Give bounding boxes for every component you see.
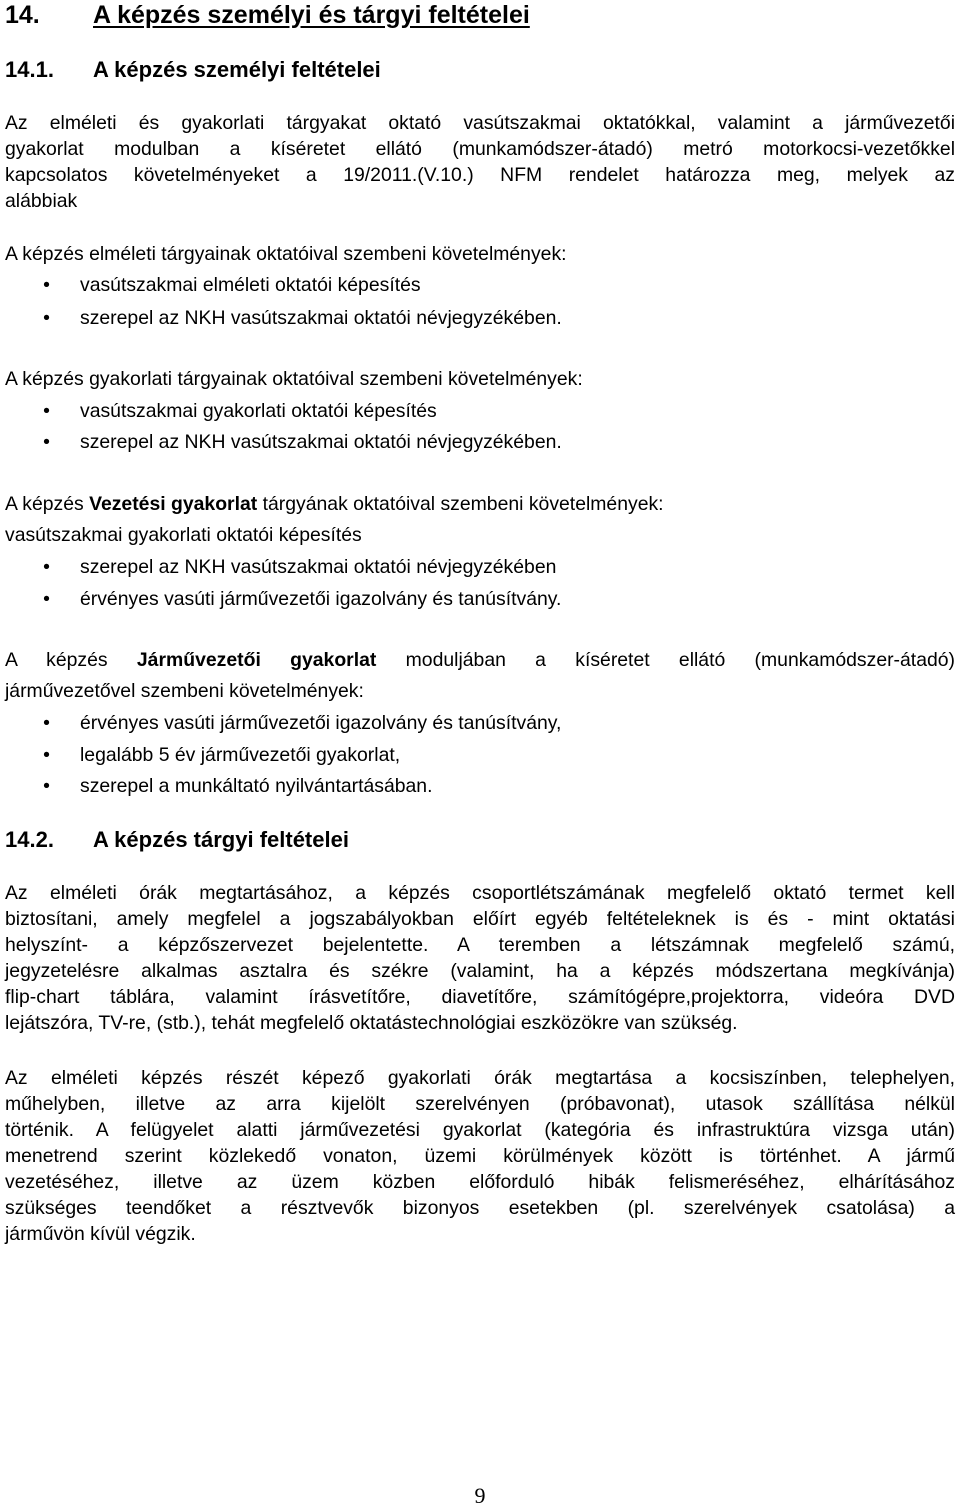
- bullet-item: [5, 305, 562, 331]
- bullet-text: érvényes vasúti járművezetői igazolvány és tanúsítvány.: [80, 588, 562, 610]
- text-line: járművön kívül végzik.: [5, 1223, 196, 1245]
- heading-14-title: A képzés személyi és tárgyi feltételei: [93, 1, 530, 29]
- bold-term: Járművezetői gyakorlat: [136, 649, 377, 671]
- text-line: szükséges teendőket a résztvevők bizonyos esetekben (pl. szerelvények csatolása) a: [5, 1197, 955, 1219]
- bullet-icon: •: [43, 775, 50, 797]
- practice-intro: A képzés gyakorlati tárgyainak oktatóival szembeni követelmények:: [5, 368, 583, 390]
- heading-14-1-number: 14.1.: [5, 57, 54, 82]
- paragraph-requirements-intro: [5, 110, 955, 214]
- vehicle-driver-requirements: járművezetővel szembeni követelmények:: [5, 680, 364, 702]
- bullet-icon: •: [43, 588, 50, 610]
- heading-14-2-number: 14.2.: [5, 827, 54, 852]
- bullet-item: [5, 586, 561, 612]
- text-line: jegyzetelésre alkalmas asztalra és székre (valamint, ha a képzés módszertana megkívánja): [5, 960, 955, 982]
- text-line: kapcsolatos követelményeket a 19/2011.(V.10.) NFM rendelet határozza meg, melyek az: [5, 164, 955, 186]
- text-line: menetrend szerint közlekedő vonaton, üzemi körülmények között is történhet. A jármű: [5, 1145, 955, 1167]
- bullet-item: [5, 710, 561, 736]
- bullet-text: legalább 5 év járművezetői gyakorlat,: [80, 744, 401, 766]
- bullet-icon: •: [43, 431, 50, 453]
- text-line: Az elméleti órák megtartásához, a képzés csoportlétszámának megfelelő oktató termet kell: [5, 882, 955, 904]
- driving-practice-intro: [5, 491, 664, 517]
- bullet-text: vasútszakmai gyakorlati oktatói képesítés: [80, 400, 437, 422]
- heading-14: [5, 0, 530, 30]
- driving-practice-qualification: vasútszakmai gyakorlati oktatói képesítés: [5, 524, 362, 546]
- text-line: Az elméleti képzés részét képező gyakorlati órák megtartása a kocsiszínben, telephelyen,: [5, 1067, 955, 1089]
- text-line: Az elméleti és gyakorlati tárgyakat oktató vasútszakmai oktatókkal, valamint a járművezetői: [5, 112, 955, 134]
- text-line: lejátszóra, TV-re, (stb.), tehát megfelelő oktatástechnológiai eszközökre van szükség.: [5, 1012, 738, 1034]
- heading-14-2-title: A képzés tárgyi feltételei: [93, 827, 349, 852]
- page-number: 9: [474, 1483, 486, 1508]
- bullet-text: szerepel az NKH vasútszakmai oktatói névjegyzékében.: [80, 431, 562, 453]
- bullet-item: [5, 742, 400, 768]
- vehicle-driver-intro: [5, 647, 955, 673]
- bullet-item: [5, 773, 432, 799]
- bullet-text: érvényes vasúti járművezetői igazolvány és tanúsítvány,: [80, 712, 562, 734]
- bullet-item: [5, 554, 556, 580]
- bullet-icon: •: [43, 744, 50, 766]
- bullet-item: [5, 272, 421, 298]
- bullet-icon: •: [43, 400, 50, 422]
- text-run: A képzés: [5, 649, 137, 671]
- text-run: moduljában a kíséretet ellátó (munkamódszer-átadó): [376, 649, 956, 671]
- bullet-item: [5, 429, 562, 455]
- heading-14-2: [5, 826, 349, 854]
- text-line: történik. A felügyelet alatti járművezetési gyakorlat (kategória és infrastruktúra vizsga után): [5, 1119, 955, 1141]
- bullet-text: vasútszakmai elméleti oktatói képesítés: [80, 274, 421, 296]
- text-line: gyakorlat modulban a kíséretet ellátó (munkamódszer-átadó) metró motorkocsi-vezetőkkel: [5, 138, 955, 160]
- text-line: biztosítani, amely megfelel a jogszabályokban előírt egyéb feltételeknek is és - mint oktatási: [5, 908, 955, 930]
- bullet-icon: •: [43, 307, 50, 329]
- bullet-icon: •: [43, 556, 50, 578]
- bullet-text: szerepel az NKH vasútszakmai oktatói névjegyzékében.: [80, 307, 562, 329]
- text-line: műhelyben, illetve az arra kijelölt szerelvényen (próbavonat), utasok szállítása nélkül: [5, 1093, 955, 1115]
- text-line: flip-chart táblára, valamint írásvetítőre, diavetítőre, számítógépre,projektorra, videóra DVD: [5, 986, 955, 1008]
- paragraph-material-conditions: [5, 880, 955, 1036]
- text-line: alábbiak: [5, 190, 78, 212]
- theory-intro: A képzés elméleti tárgyainak oktatóival szembeni követelmények:: [5, 243, 567, 265]
- text-line: helyszínt- a képzőszervezet bejelentette. A teremben a létszámnak megfelelő számú,: [5, 934, 955, 956]
- bold-term: Vezetési gyakorlat: [89, 493, 258, 515]
- text-line: vezetéséhez, illetve az üzem közben előforduló hibák felismeréséhez, elhárításához: [5, 1171, 955, 1193]
- heading-14-1: [5, 56, 381, 84]
- text-run: tárgyának oktatóival szembeni követelmények:: [257, 493, 664, 515]
- heading-14-number: 14.: [5, 1, 40, 29]
- bullet-item: [5, 398, 437, 424]
- paragraph-practical-training: [5, 1065, 955, 1247]
- text-run: A képzés: [5, 493, 90, 515]
- bullet-icon: •: [43, 274, 50, 296]
- heading-14-1-title: A képzés személyi feltételei: [93, 57, 381, 82]
- bullet-text: szerepel az NKH vasútszakmai oktatói névjegyzékében: [80, 556, 557, 578]
- bullet-text: szerepel a munkáltató nyilvántartásában.: [80, 775, 433, 797]
- bullet-icon: •: [43, 712, 50, 734]
